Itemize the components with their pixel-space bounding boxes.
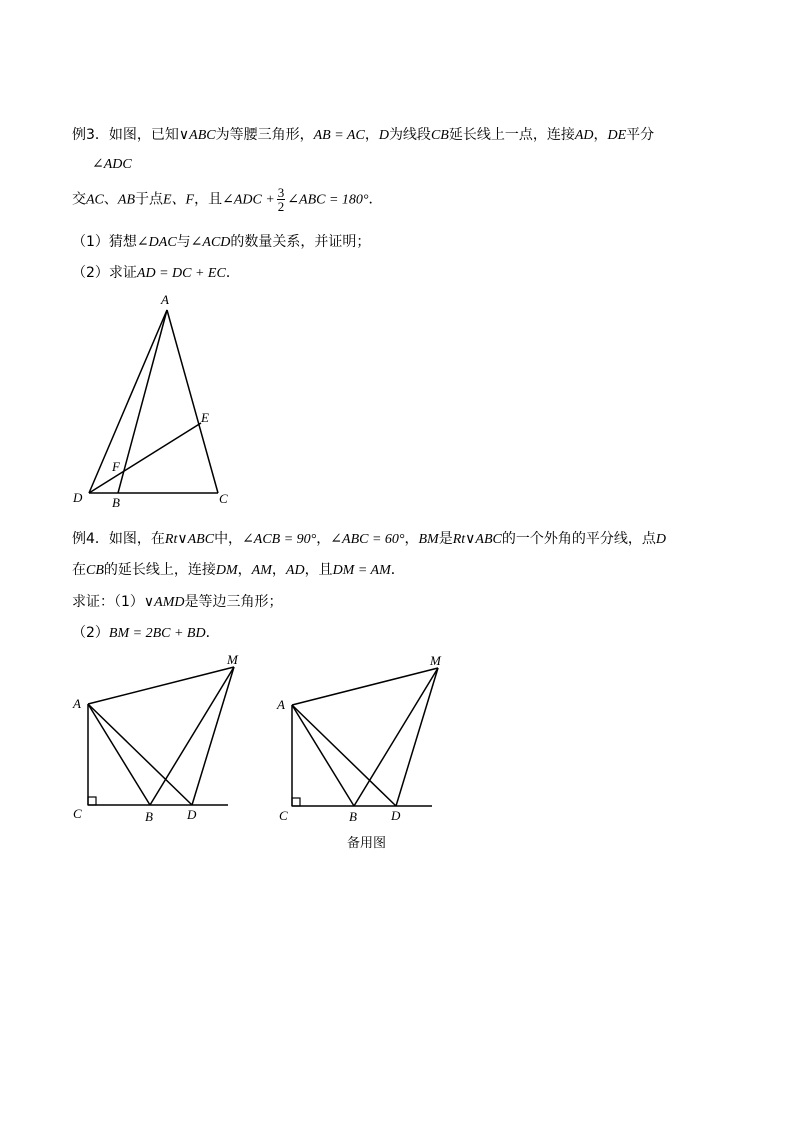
- label-A: A: [277, 697, 285, 712]
- math: DM = AM: [332, 563, 391, 578]
- label-D: D: [73, 490, 83, 505]
- math: Rt∨ABC: [452, 532, 502, 547]
- label-C: C: [219, 491, 228, 506]
- text: ．: [368, 191, 383, 208]
- text: 为线段: [388, 127, 431, 143]
- math: AM: [251, 563, 272, 578]
- text: ．: [225, 265, 240, 281]
- label-A: A: [73, 696, 81, 711]
- math: AD: [285, 563, 305, 578]
- text: ．: [390, 562, 405, 578]
- text: 求证：（1）: [72, 594, 144, 610]
- math: ∠ACB = 90°: [242, 532, 317, 547]
- text: 例4．如图，在: [72, 531, 165, 547]
- math: ∠ACD: [190, 235, 231, 250]
- text: 、: [103, 191, 118, 208]
- text: ．: [205, 625, 220, 641]
- math: CB: [86, 563, 104, 578]
- spare-figure-caption: 备用图: [347, 836, 387, 851]
- text: ，: [237, 562, 252, 578]
- text: 中，: [214, 531, 243, 547]
- right-angle-mark: [292, 798, 300, 806]
- label-C: C: [279, 808, 288, 823]
- text: ，: [593, 127, 608, 143]
- text: 是等边三角形；: [184, 594, 283, 610]
- text: 交: [72, 191, 86, 208]
- math: ∨ABC: [178, 128, 216, 143]
- label-B: B: [112, 495, 120, 510]
- math: DE: [607, 128, 627, 143]
- text: （2）: [72, 625, 109, 641]
- text: 与: [176, 234, 191, 250]
- text: ，: [316, 531, 331, 547]
- label-C: C: [73, 806, 82, 821]
- segment-DM: [396, 668, 438, 806]
- text: 的数量关系，并证明；: [230, 234, 371, 250]
- math: Rt∨ABC: [164, 532, 215, 547]
- segment-BM: [354, 668, 438, 806]
- math: D: [378, 128, 389, 143]
- math: BM = 2BC + BD: [108, 626, 206, 641]
- label-D: D: [187, 807, 197, 822]
- text: （1）猜想: [72, 234, 137, 250]
- math: ∨AMD: [143, 595, 185, 610]
- math: ∠ABC = 180°: [287, 192, 369, 208]
- text: 例3．如图，已知: [72, 127, 179, 143]
- label-E: E: [201, 410, 209, 425]
- text: ，且: [304, 562, 333, 578]
- text: （2）求证: [72, 265, 137, 281]
- text: 为等腰三角形，: [215, 127, 314, 143]
- text: 在: [72, 562, 86, 578]
- text: ，: [271, 562, 286, 578]
- text: 于点: [135, 191, 163, 208]
- text: 是: [438, 531, 453, 547]
- text: 的延长线上，连接: [103, 562, 216, 578]
- label-M: M: [430, 653, 441, 668]
- fraction-numerator: 3: [277, 185, 285, 200]
- math: AC: [86, 192, 104, 208]
- text: ，且: [194, 191, 223, 208]
- math: D: [655, 532, 666, 547]
- label-M: M: [227, 652, 238, 667]
- math: ∠ADC: [92, 157, 132, 172]
- math: BM: [418, 532, 439, 547]
- text: 的一个外角的平分线，点: [501, 531, 656, 547]
- math: E、F: [163, 192, 195, 208]
- label-B: B: [349, 809, 357, 824]
- text: 平分: [626, 127, 655, 143]
- label-F: F: [112, 459, 120, 474]
- math: ∠DAC: [136, 235, 177, 250]
- text: ，: [364, 127, 379, 143]
- math: AB = AC: [313, 128, 365, 143]
- segment-AM: [292, 668, 438, 705]
- math: AB: [117, 192, 135, 208]
- math: AD: [574, 128, 594, 143]
- fraction-denominator: 2: [277, 199, 285, 214]
- math: DM: [215, 563, 238, 578]
- label-D: D: [391, 808, 401, 823]
- math: AD = DC + EC: [136, 266, 226, 281]
- label-A: A: [161, 292, 169, 307]
- math: ∠ADC +: [222, 192, 275, 208]
- math: CB: [430, 128, 449, 143]
- text: 延长线上一点，连接: [448, 127, 575, 143]
- text: ，: [404, 531, 419, 547]
- label-B: B: [145, 809, 153, 824]
- math: ∠ABC = 60°: [330, 532, 405, 547]
